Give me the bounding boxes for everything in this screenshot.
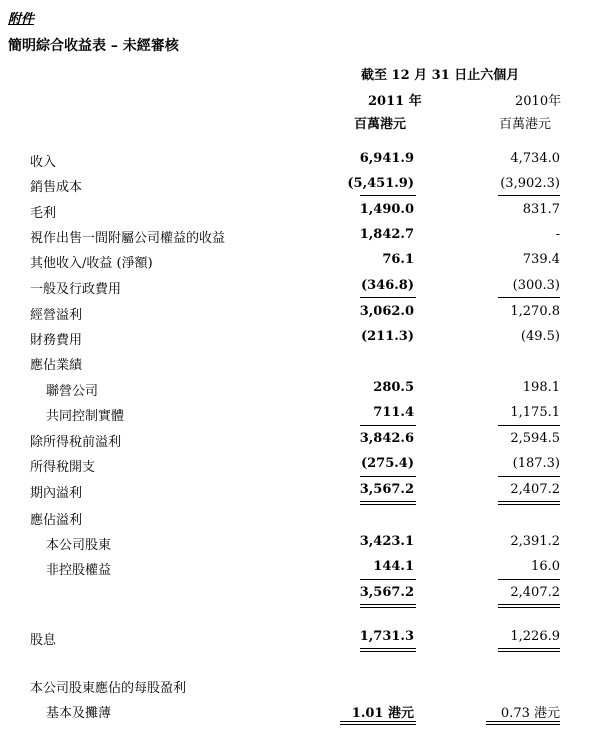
total-rule [486,724,560,725]
subtotal-rule [360,425,416,426]
value-2011: 1,842.7 [359,227,414,242]
value-2010: 2,407.2 [510,585,560,600]
row-label: 銷售成本 [30,180,83,195]
value-2010: (187.3) [512,456,560,471]
value-2011: 1,490.0 [359,202,414,217]
value-2011: 280.5 [373,380,414,395]
value-2011: (275.4) [360,456,414,471]
value-2011: (346.8) [360,278,414,293]
value-2011: 3,842.6 [359,431,414,446]
value-2010: 831.7 [522,202,560,217]
value-2010: 739.4 [522,252,560,267]
value-2010: 0.73 港元 [500,706,560,721]
row-label: 所得稅開支 [30,460,96,475]
value-2010: (300.3) [512,278,560,293]
subtotal-rule [360,476,416,477]
year-2011-heading: 2011 年 [368,94,422,109]
row-label: 共同控制實體 [46,409,125,424]
row-label: 視作出售一間附屬公司權益的收益 [30,231,226,246]
total-rule [340,721,416,722]
total-rule [498,501,560,502]
subtotal-rule [498,297,560,298]
value-2011: 3,423.1 [359,534,414,549]
subtotal-rule [360,579,416,580]
value-2011: (5,451.9) [347,176,414,191]
subtotal-rule [360,297,416,298]
subtotal-rule [498,579,560,580]
value-2011: 3,567.2 [359,585,414,600]
total-rule [340,724,416,725]
row-label: 本公司股東 [46,538,112,553]
value-2011: 1.01 港元 [351,706,414,721]
value-2011: (211.3) [360,329,414,344]
value-2010: (3,902.3) [500,176,560,191]
total-rule [360,648,416,649]
total-rule [360,604,416,605]
period-heading: 截至 12 月 31 日止六個月 [361,68,520,83]
row-label: 非控股權益 [46,563,112,578]
value-2010: 1,226.9 [510,629,560,644]
value-2011: 3,062.0 [359,304,414,319]
value-2010: 1,175.1 [510,405,560,420]
value-2010: 2,594.5 [510,431,560,446]
value-2010: 4,734.0 [510,151,560,166]
value-2010: - [555,227,560,242]
value-2010: 198.1 [522,380,560,395]
row-label: 毛利 [30,206,57,221]
row-label: 一般及行政費用 [30,282,122,297]
row-label: 期內溢利 [30,486,83,501]
value-2011: 3,567.2 [359,482,414,497]
subtotal-rule [360,195,416,196]
row-label: 股息 [30,633,57,648]
value-2011: 6,941.9 [359,151,414,166]
row-label: 其他收入/收益 (淨額) [30,256,153,271]
total-rule [360,501,416,502]
row-label: 基本及攤薄 [46,706,112,721]
unit-2011-heading: 百萬港元 [354,117,407,132]
value-2010: 2,391.2 [510,534,560,549]
total-rule [498,607,560,608]
total-rule [498,504,560,505]
value-2010: 2,407.2 [510,482,560,497]
value-2011: 711.4 [373,405,414,420]
subtotal-rule [498,476,560,477]
total-rule [360,504,416,505]
value-2010: (49.5) [520,329,560,344]
value-2011: 1,731.3 [359,629,414,644]
appendix-label: 附件 [8,12,35,27]
row-label: 收入 [30,155,57,170]
total-rule [486,721,560,722]
total-rule [498,648,560,649]
statement-title: 簡明綜合收益表 – 未經審核 [8,38,179,54]
value-2010: 1,270.8 [510,304,560,319]
total-rule [498,651,560,652]
unit-2010-heading: 百萬港元 [499,117,552,132]
total-rule [360,607,416,608]
year-2010-heading: 2010年 [515,94,562,109]
total-rule [498,604,560,605]
row-label: 應佔業績 [30,358,83,373]
row-label: 聯營公司 [46,384,99,399]
value-2010: 16.0 [531,559,560,574]
total-rule [360,651,416,652]
row-label: 應佔溢利 [30,513,83,528]
row-label: 經營溢利 [30,308,83,323]
value-2011: 76.1 [382,252,414,267]
value-2011: 144.1 [373,559,414,574]
subtotal-rule [498,425,560,426]
row-label: 本公司股東應佔的每股盈利 [30,681,187,696]
row-label: 財務費用 [30,333,83,348]
row-label: 除所得稅前溢利 [30,435,122,450]
subtotal-rule [498,195,560,196]
